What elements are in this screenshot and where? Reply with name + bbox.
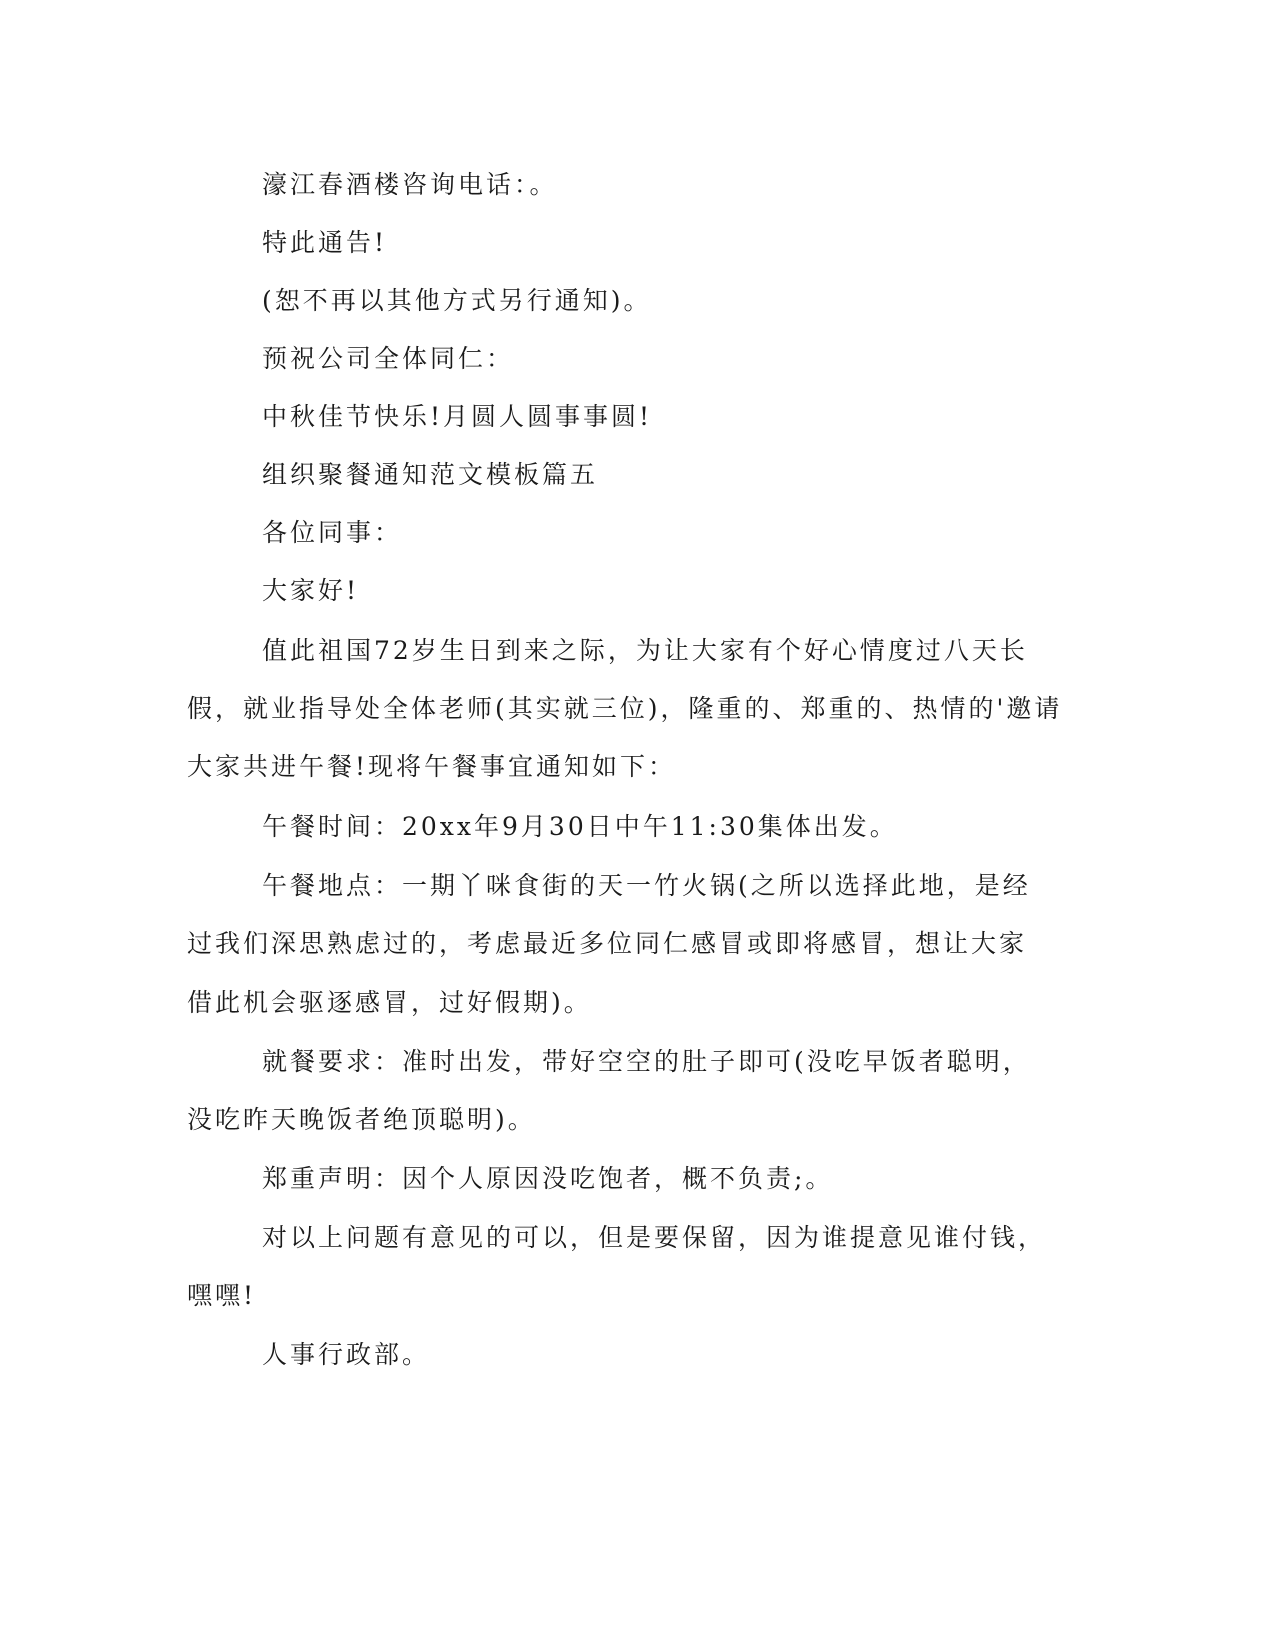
paragraph-intro-line-3: 大家共进午餐!现将午餐事宜通知如下： bbox=[187, 752, 677, 781]
greeting-colleagues: 各位同事： bbox=[262, 518, 403, 547]
paragraph-intro-line-2: 假，就业指导处全体老师(其实就三位)，隆重的、郑重的、热情的'邀请 bbox=[187, 694, 1063, 723]
opinion-line-2: 嘿嘿! bbox=[187, 1281, 257, 1310]
paragraph-intro-line-1: 值此祖国72岁生日到来之际，为让大家有个好心情度过八天长 bbox=[262, 636, 1028, 665]
opinion-line-1: 对以上问题有意见的可以，但是要保留，因为谁提意见谁付钱， bbox=[262, 1223, 1047, 1252]
signature-department: 人事行政部。 bbox=[262, 1340, 431, 1369]
no-other-notice-line: (恕不再以其他方式另行通知)。 bbox=[262, 286, 652, 315]
lunch-time-line: 午餐时间：20xx年9月30日中午11:30集体出发。 bbox=[262, 812, 898, 841]
phone-line: 濠江春酒楼咨询电话：。 bbox=[262, 170, 558, 199]
greeting-hello: 大家好! bbox=[262, 576, 360, 605]
dining-requirement-line-1: 就餐要求：准时出发，带好空空的肚子即可(没吃早饭者聪明， bbox=[262, 1047, 1031, 1076]
section-title: 组织聚餐通知范文模板篇五 bbox=[262, 460, 599, 489]
dining-requirement-line-2: 没吃昨天晚饭者绝顶聪明)。 bbox=[187, 1105, 536, 1134]
lunch-place-line-1: 午餐地点：一期丫咪食街的天一竹火锅(之所以选择此地，是经 bbox=[262, 871, 1031, 900]
notice-line: 特此通告! bbox=[262, 228, 388, 257]
lunch-place-line-2: 过我们深思熟虑过的，考虑最近多位同仁感冒或即将感冒，想让大家 bbox=[187, 929, 1028, 958]
lunch-place-line-3: 借此机会驱逐感冒，过好假期)。 bbox=[187, 988, 592, 1017]
mid-autumn-line: 中秋佳节快乐!月圆人圆事事圆! bbox=[262, 402, 653, 431]
wishes-line: 预祝公司全体同仁： bbox=[262, 344, 515, 373]
statement-line: 郑重声明：因个人原因没吃饱者，概不负责;。 bbox=[262, 1164, 834, 1193]
